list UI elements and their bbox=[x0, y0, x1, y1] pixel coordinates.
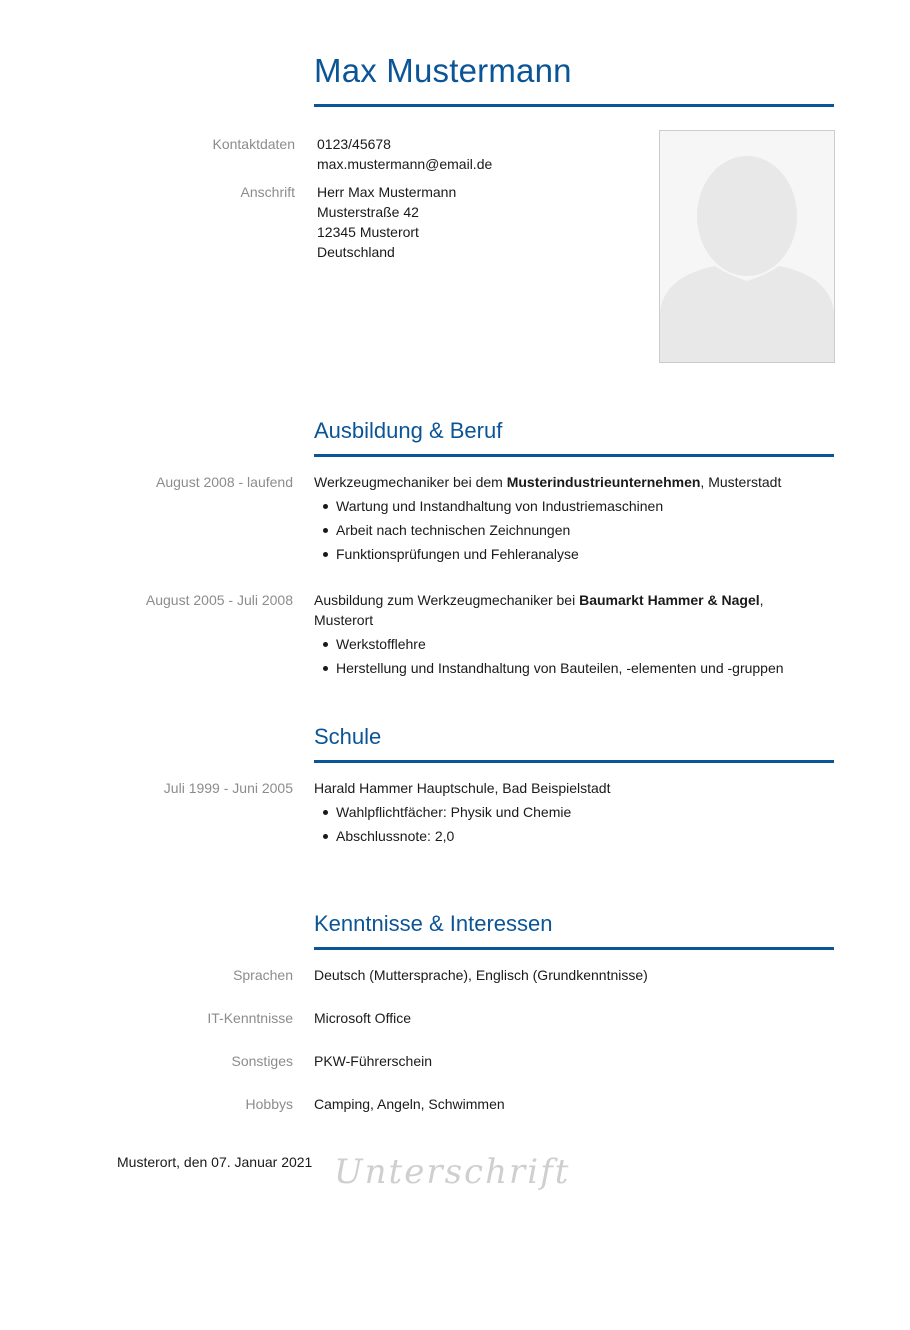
list-item: Abschlussnote: 2,0 bbox=[336, 824, 814, 848]
address-label: Anschrift bbox=[240, 184, 295, 200]
address-line: Herr Max Mustermann bbox=[317, 184, 457, 200]
section-divider bbox=[314, 454, 834, 457]
skill-value: Camping, Angeln, Schwimmen bbox=[314, 1096, 505, 1112]
address-line: Musterstraße 42 bbox=[317, 204, 419, 220]
bullet-list bbox=[314, 632, 814, 680]
skill-label: Hobbys bbox=[245, 1096, 293, 1112]
entry-text: , Musterstadt bbox=[700, 474, 782, 490]
section-title-beruf: Ausbildung & Beruf bbox=[314, 418, 503, 443]
page-title: Max Mustermann bbox=[314, 52, 572, 89]
profile-photo bbox=[659, 130, 835, 363]
entry-text: Harald Hammer Hauptschule, Bad Beispielstadt bbox=[314, 780, 611, 796]
entry-text: , bbox=[759, 592, 764, 608]
section-divider bbox=[314, 760, 834, 763]
list-item: Arbeit nach technischen Zeichnungen bbox=[336, 518, 814, 542]
bullet-list bbox=[314, 800, 814, 848]
company-name: Musterindustrieunternehmen bbox=[506, 474, 701, 490]
skill-value: Microsoft Office bbox=[314, 1010, 411, 1026]
company-name: Baumarkt Hammer & Nagel bbox=[579, 592, 760, 608]
list-item: Wahlpflichtfächer: Physik und Chemie bbox=[336, 800, 814, 824]
job-entry bbox=[314, 590, 814, 680]
list-item: Herstellung und Instandhaltung von Bauteilen, -elementen und -gruppen bbox=[336, 656, 814, 680]
email-address: max.mustermann@email.de bbox=[317, 156, 493, 172]
skill-label: Sonstiges bbox=[231, 1053, 293, 1069]
list-item: Werkstofflehre bbox=[336, 632, 814, 656]
skill-label: Sprachen bbox=[233, 967, 293, 983]
entry-text: Werkzeugmechaniker bei dem bbox=[314, 474, 507, 490]
section-title-schule: Schule bbox=[314, 724, 382, 749]
skill-value: Deutsch (Muttersprache), Englisch (Grundkenntnisse) bbox=[314, 967, 648, 983]
list-item: Wartung und Instandhaltung von Industriemaschinen bbox=[336, 494, 814, 518]
section-divider bbox=[314, 947, 834, 950]
address-line: Deutschland bbox=[317, 244, 395, 260]
place-date: Musterort, den 07. Januar 2021 bbox=[117, 1154, 313, 1170]
entry-date: August 2008 - laufend bbox=[156, 474, 293, 490]
entry-location: Musterort bbox=[314, 612, 374, 628]
entry-text: Ausbildung zum Werkzeugmechaniker bei bbox=[314, 592, 580, 608]
phone-number: 0123/45678 bbox=[317, 136, 391, 152]
section-title-kenntnisse: Kenntnisse & Interessen bbox=[314, 911, 553, 936]
signature: Unterschrift bbox=[334, 1152, 571, 1192]
address-line: 12345 Musterort bbox=[317, 224, 419, 240]
contact-label: Kontaktdaten bbox=[212, 136, 295, 152]
title-divider bbox=[314, 104, 834, 107]
entry-date: August 2005 - Juli 2008 bbox=[145, 592, 293, 608]
bullet-list bbox=[314, 494, 814, 566]
skill-label: IT-Kenntnisse bbox=[207, 1010, 293, 1026]
school-entry bbox=[314, 778, 814, 848]
list-item: Funktionsprüfungen und Fehleranalyse bbox=[336, 542, 814, 566]
person-silhouette-icon bbox=[660, 131, 834, 362]
job-entry bbox=[314, 472, 814, 566]
skill-value: PKW-Führerschein bbox=[314, 1053, 433, 1069]
entry-date: Juli 1999 - Juni 2005 bbox=[163, 780, 293, 796]
